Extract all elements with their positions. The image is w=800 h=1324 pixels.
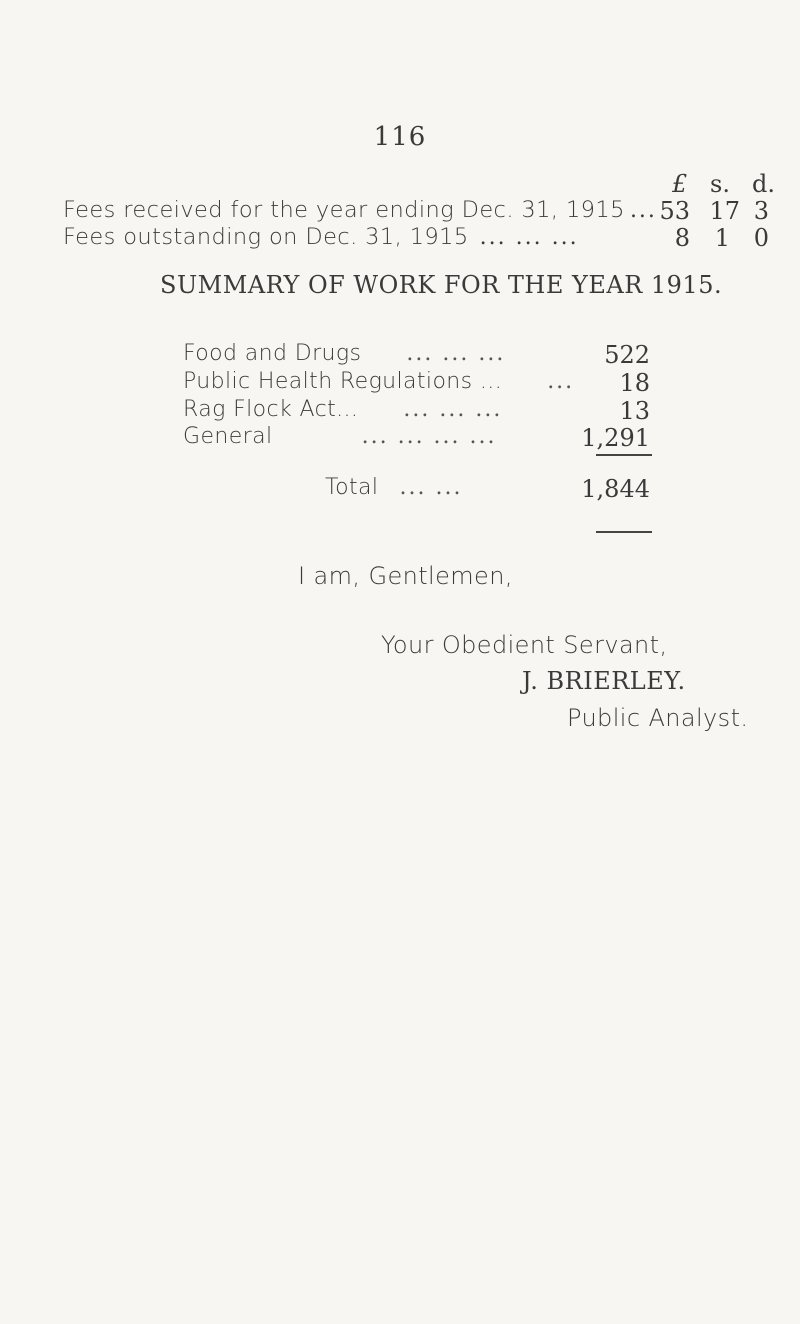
page-number: 116: [373, 122, 427, 152]
summary-total-label: Total: [325, 475, 379, 500]
pence-header: d.: [752, 170, 775, 198]
shillings-header: s.: [710, 170, 730, 198]
pounds-header: £: [672, 170, 688, 198]
salutation: I am, Gentlemen,: [298, 562, 513, 590]
fee-row-pounds: 53: [659, 197, 690, 225]
fee-row: [63, 197, 657, 223]
subtotal-rule: [596, 454, 652, 456]
total-rule: [596, 531, 652, 533]
fee-row-pence: 0: [753, 224, 769, 252]
summary-row-value: 13: [619, 397, 650, 425]
summary-total-row: [325, 475, 462, 500]
summary-row-dots: ... ... ...: [406, 341, 506, 366]
summary-title: SUMMARY OF WORK FOR THE YEAR 1915.: [160, 271, 723, 299]
fee-row-pence: 3: [753, 197, 769, 225]
fee-row-dots: ...: [629, 198, 657, 223]
summary-total-value: 1,844: [581, 475, 650, 503]
valediction: Your Obedient Servant,: [381, 631, 668, 659]
fee-row: [63, 224, 579, 250]
summary-row-dots: ... ... ...: [403, 397, 503, 422]
fee-row-pounds: 8: [674, 224, 690, 252]
summary-row: [183, 341, 505, 366]
fee-row-label: Fees outstanding on Dec. 31, 1915: [63, 224, 469, 250]
fee-row-label: Fees received for the year ending Dec. 31, 1915: [63, 197, 625, 223]
fee-row-shillings: 1: [714, 224, 730, 252]
summary-row-value: 1,291: [581, 424, 650, 452]
summary-row-value: 18: [619, 369, 650, 397]
signatory-title: Public Analyst.: [567, 704, 749, 732]
summary-row-label: Rag Flock Act...: [183, 397, 359, 422]
signatory-name: J. BRIERLEY.: [522, 667, 686, 695]
summary-row-dots: ...: [547, 369, 575, 394]
fee-row-shillings: 17: [709, 197, 740, 225]
summary-row: [183, 424, 497, 449]
summary-row-label: Public Health Regulations ...: [183, 369, 503, 394]
summary-row-label: Food and Drugs: [183, 341, 362, 366]
fee-row-dots: ... ... ...: [479, 225, 579, 250]
summary-row: [183, 397, 502, 422]
summary-row: [183, 369, 574, 394]
summary-total-dots: ... ...: [399, 475, 463, 500]
summary-row-dots: ... ... ... ...: [361, 424, 497, 449]
summary-row-value: 522: [604, 341, 650, 369]
summary-row-label: General: [183, 424, 273, 449]
